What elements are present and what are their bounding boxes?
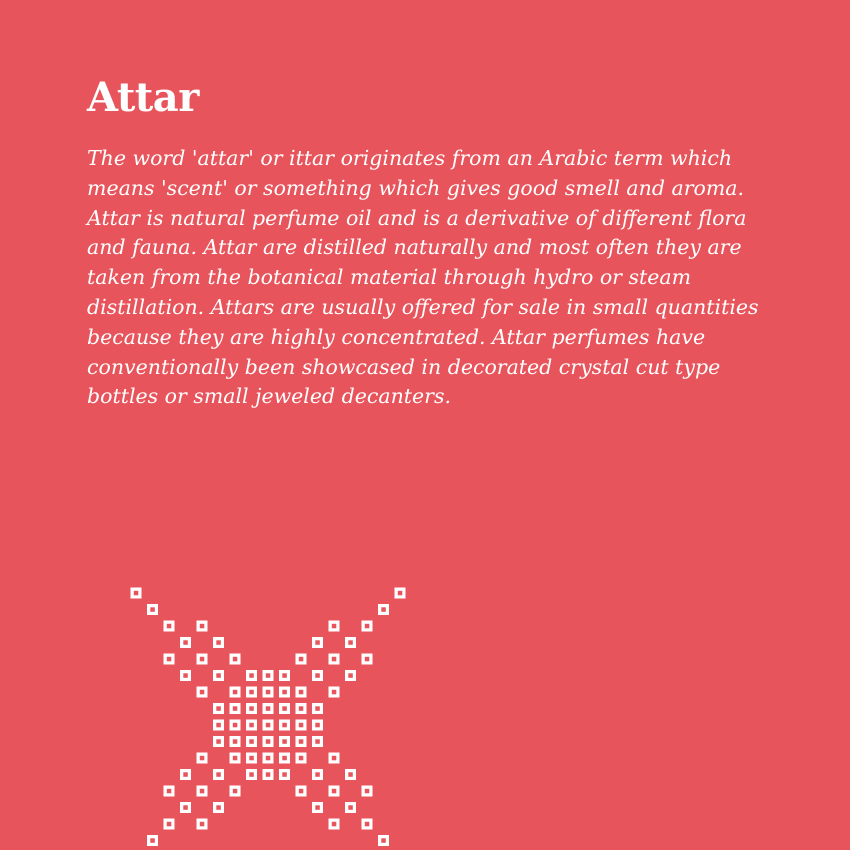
pattern-square [329,753,340,764]
pattern-square [263,720,274,731]
pattern-square [263,769,274,780]
pattern-square [362,819,373,830]
pattern-square [263,670,274,681]
pattern-square [180,802,191,813]
pattern-square [213,720,224,731]
pattern-square [164,786,175,797]
pattern-square [279,753,290,764]
pattern-square [230,736,241,747]
pattern-square [197,621,208,632]
pattern-square [395,588,406,599]
pattern-square [362,654,373,665]
pattern-square [345,670,356,681]
pattern-square [312,670,323,681]
pattern-square [147,835,158,846]
pattern-square [279,769,290,780]
pattern-square [164,819,175,830]
pattern-square [213,802,224,813]
pattern-square [197,753,208,764]
pattern-square [296,703,307,714]
pattern-square [279,703,290,714]
pattern-square [279,670,290,681]
pattern-square [230,703,241,714]
pattern-square [296,720,307,731]
pattern-square [246,736,257,747]
pattern-square [279,720,290,731]
pattern-square [345,802,356,813]
pattern-square [279,736,290,747]
pattern-square [362,621,373,632]
pattern-square [263,687,274,698]
pattern-square [230,720,241,731]
pattern-square [246,703,257,714]
pattern-square [197,654,208,665]
pattern-square [345,769,356,780]
pattern-square [263,736,274,747]
pattern-square [230,753,241,764]
pattern-square [197,786,208,797]
pattern-square [312,720,323,731]
pattern-square [213,637,224,648]
page-title: Attar [87,74,199,121]
pattern-square [246,687,257,698]
pattern-square [147,604,158,615]
pattern-square [312,769,323,780]
pattern-square [312,736,323,747]
pattern-square [246,670,257,681]
pattern-square [312,703,323,714]
pattern-square [246,753,257,764]
pattern-square [197,687,208,698]
pattern-square [378,604,389,615]
pattern-square [131,588,142,599]
pattern-square [213,736,224,747]
pattern-square [246,769,257,780]
pattern-square [263,753,274,764]
pattern-square [180,769,191,780]
pattern-square [180,637,191,648]
pattern-square [345,637,356,648]
pattern-square [213,670,224,681]
pattern-square [164,654,175,665]
pattern-square [197,819,208,830]
pattern-square [279,687,290,698]
pattern-square [329,786,340,797]
pattern-square [246,720,257,731]
pattern-square [378,835,389,846]
pattern-square [296,753,307,764]
pattern-square [329,621,340,632]
pattern-square [213,703,224,714]
pattern-square [329,654,340,665]
pattern-square [329,819,340,830]
pattern-square [263,703,274,714]
pattern-square [164,621,175,632]
pattern-square [312,637,323,648]
pattern-square [230,786,241,797]
pattern-square [329,687,340,698]
pattern-square [213,769,224,780]
pattern-square [296,786,307,797]
pattern-square [230,687,241,698]
pattern-square [180,670,191,681]
pattern-square [230,654,241,665]
pattern-square [296,654,307,665]
pattern-square [296,687,307,698]
description-paragraph: The word 'attar' or ittar originates from an Arabic term which means 'scent' or something which gives good smell and aroma. Attar is natural perfume oil and is a derivative of different flora and fauna. Attar are distilled naturally and most often they are taken from the botanical material through hydro or steam distillation. Attars are usually offered for sale in small quantities because they are highly concentrated. Attar perfumes have conventionally been showcased in decorated crystal cut type bottles or small jeweled decanters. [87,146,759,409]
pattern-square [296,736,307,747]
pattern-square [362,786,373,797]
pattern-square [312,802,323,813]
